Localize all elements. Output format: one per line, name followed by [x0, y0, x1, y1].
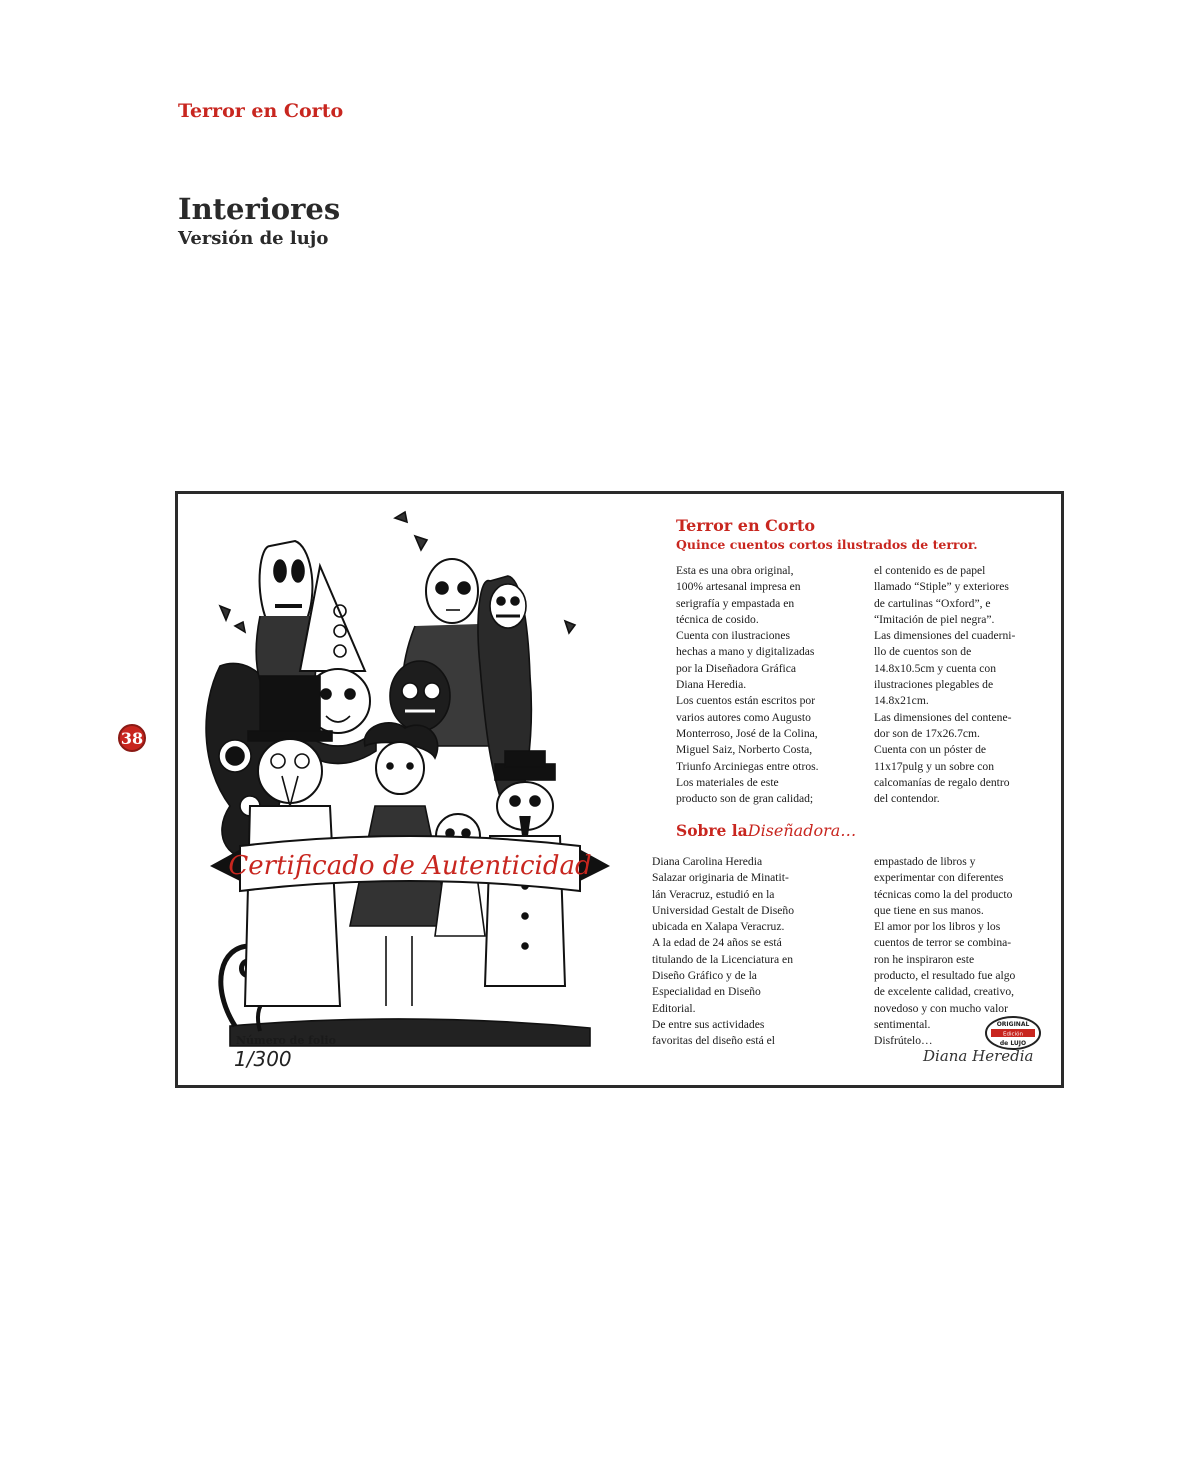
- text-line: novedoso y con mucho valor: [874, 1001, 1008, 1015]
- text-line: Cuenta con un póster de: [874, 743, 987, 757]
- folio-label: Número de folio: [236, 1034, 336, 1047]
- text-line: Los cuentos están escritos por: [676, 694, 816, 708]
- text-line: 100% artesanal impresa en: [676, 580, 801, 594]
- about-heading-script: Diseñadora…: [747, 821, 857, 840]
- text-line: Cuenta con ilustraciones: [676, 629, 790, 643]
- spread-preview: [175, 491, 1064, 1088]
- text-line: sentimental.: [874, 1017, 931, 1031]
- text-line: Triunfo Arciniegas entre otros.: [676, 759, 819, 773]
- text-line: llamado “Stiple” y exteriores: [874, 580, 1009, 594]
- text-line: 14.8x10.5cm y cuenta con: [874, 661, 997, 675]
- text-line: que tiene en sus manos.: [874, 903, 984, 917]
- text-line: de excelente calidad, creativo,: [874, 985, 1015, 999]
- text-line: producto, el resultado fue algo: [874, 969, 1016, 983]
- about-column-1: [652, 854, 794, 1050]
- text-line: Disfrútelo…: [874, 1034, 933, 1048]
- about-designer-heading: [676, 821, 856, 840]
- text-line: el contenido es de papel: [874, 564, 986, 577]
- page-number-badge: 38: [118, 724, 146, 752]
- text-line: Diana Carolina Heredia: [652, 855, 763, 868]
- text-line: empastado de libros y: [874, 855, 976, 868]
- spread-title: Terror en Corto: [676, 516, 816, 535]
- stamp-top: ORIGINAL: [996, 1021, 1030, 1028]
- text-line: Especialidad en Diseño: [652, 985, 761, 999]
- text-line: lán Veracruz, estudió en la: [652, 887, 775, 901]
- section-title: Interiores: [178, 192, 341, 226]
- text-line: De entre sus actividades: [652, 1017, 765, 1031]
- text-line: Diseño Gráfico y de la: [652, 969, 757, 983]
- text-line: 14.8x21cm.: [874, 694, 929, 708]
- text-line: cuentos de terror se combina-: [874, 936, 1012, 950]
- text-line: Monterroso, José de la Colina,: [676, 726, 818, 740]
- text-line: por la Diseñadora Gráfica: [676, 661, 797, 675]
- text-line: Universidad Gestalt de Diseño: [652, 903, 794, 917]
- text-line: Editorial.: [652, 1001, 696, 1015]
- text-line: hechas a mano y digitalizadas: [676, 645, 815, 659]
- text-line: ubicada en Xalapa Veracruz.: [652, 920, 785, 934]
- text-line: ron he inspiraron este: [874, 952, 975, 966]
- spread-subtitle: Quince cuentos cortos ilustrados de terror.: [676, 537, 978, 552]
- characters-illustration: [190, 506, 630, 1076]
- text-line: Las dimensiones del contene-: [874, 710, 1012, 724]
- text-line: varios autores como Augusto: [676, 710, 811, 724]
- about-heading-text: Sobre la: [676, 821, 748, 840]
- text-line: A la edad de 24 años se está: [652, 936, 782, 950]
- text-line: ilustraciones plegables de: [874, 678, 994, 692]
- text-line: “Imitación de piel negra”.: [874, 612, 995, 626]
- text-line: titulando de la Licenciatura en: [652, 952, 793, 966]
- text-line: Diana Heredia.: [676, 678, 747, 692]
- folio-number: 1/300: [234, 1047, 292, 1071]
- text-line: Salazar originaria de Minatit-: [652, 871, 789, 885]
- text-line: llo de cuentos son de: [874, 645, 972, 659]
- stamp-bottom: de LUJO: [999, 1040, 1027, 1047]
- running-title: Terror en Corto: [178, 100, 344, 122]
- text-line: producto son de gran calidad;: [676, 792, 814, 806]
- stamp-middle: Edición: [1003, 1031, 1023, 1038]
- intro-column-2: [874, 563, 1015, 807]
- text-line: favoritas del diseño está el: [652, 1034, 775, 1048]
- text-line: serigrafía y empastada en: [676, 596, 795, 610]
- text-line: Las dimensiones del cuaderni-: [874, 629, 1016, 643]
- text-line: Los materiales de este: [676, 775, 779, 789]
- text-line: del contendor.: [874, 792, 940, 806]
- text-line: dor son de 17x26.7cm.: [874, 726, 980, 740]
- designer-signature: Diana Heredia: [923, 1047, 1034, 1065]
- text-line: técnicas como la del producto: [874, 887, 1013, 901]
- text-line: de cartulinas “Oxford”, e: [874, 596, 991, 610]
- text-line: El amor por los libros y los: [874, 920, 1001, 934]
- text-line: técnica de cosido.: [676, 612, 759, 626]
- text-line: calcomanías de regalo dentro: [874, 775, 1010, 789]
- certificate-banner-text: Certificado de Autenticidad: [228, 851, 592, 881]
- intro-column-1: [676, 563, 819, 807]
- text-line: 11x17pulg y un sobre con: [874, 759, 995, 773]
- text-line: Miguel Saiz, Norberto Costa,: [676, 743, 813, 757]
- section-subtitle: Versión de lujo: [178, 228, 329, 249]
- text-line: experimentar con diferentes: [874, 871, 1004, 885]
- text-line: Esta es una obra original,: [676, 564, 794, 577]
